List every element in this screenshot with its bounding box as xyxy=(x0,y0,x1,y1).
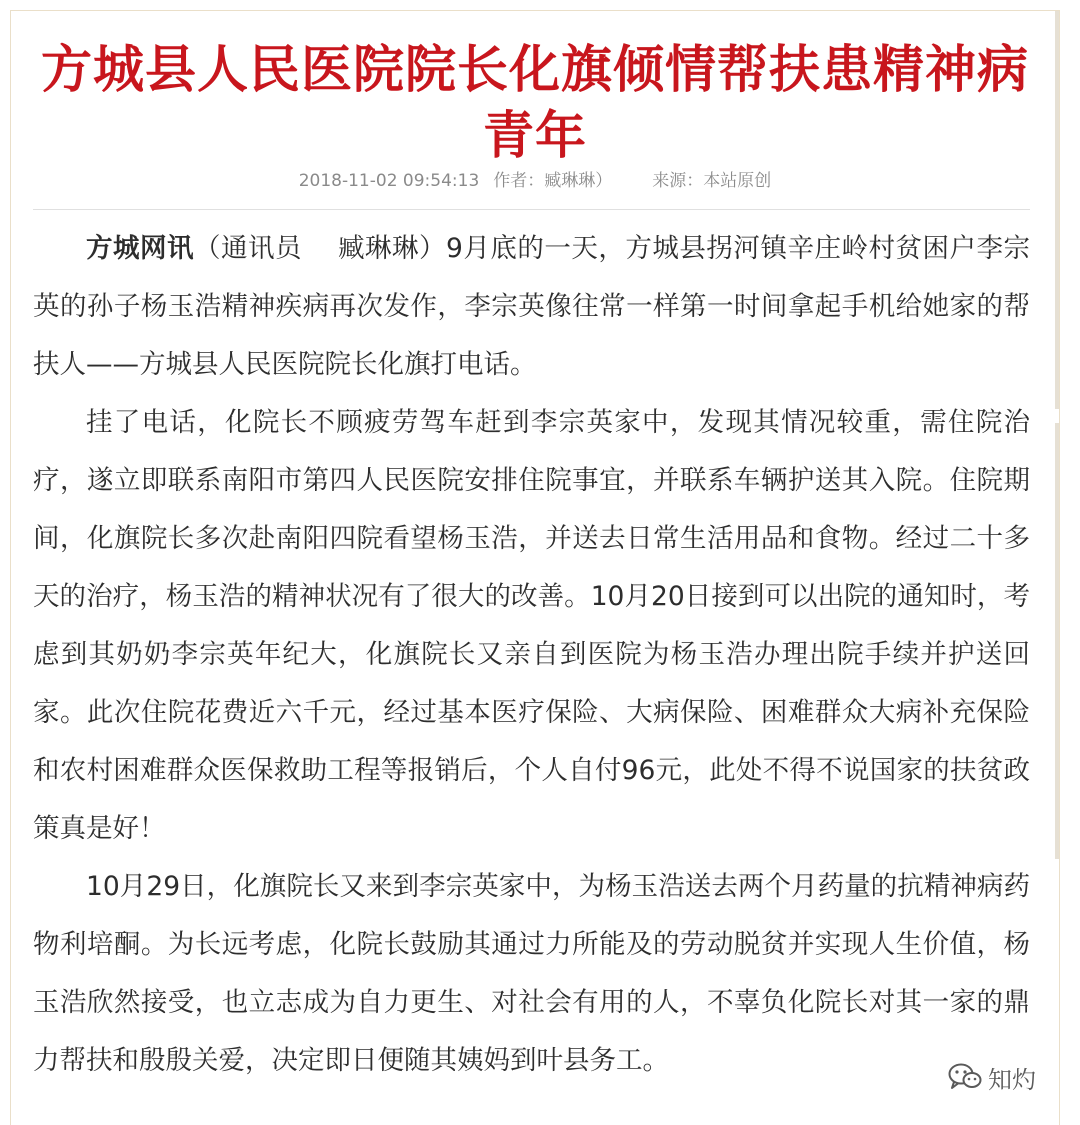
article-lead: 方城网讯 xyxy=(86,233,195,264)
watermark-label: 知灼 xyxy=(988,1065,1036,1094)
article-author: 作者：臧琳琳） xyxy=(493,171,613,191)
article-datetime: 2018-11-02 09:54:13 xyxy=(298,171,480,191)
article-title: 方城县人民医院院长化旗倾情帮扶患精神病青年 xyxy=(40,41,1029,166)
article-paragraph: 挂了电话，化院长不顾疲劳驾车赶到李宗英家中，发现其情况较重，需住院治疗，遂立即联系南阳市第四人民医院安排住院事宜，并联系车辆护送其入院。住院期间，化旗院长多次赴南阳四院看望杨玉浩，并送去日常生活用品和食物。经过二十多天的治疗，杨玉浩的精神状况有了很大的改善。10月20日接到可以出院的通知时，考虑到其奶奶李宗英年纪大，化旗院长又亲自到医院为杨玉浩办理出院手续并护送回家。此次住院花费近六千元，经过基本医疗保险、大病保险、困难群众大病补充保险和农村困难群众医保救助工程等报销后，个人自付96元，此处不得不说国家的扶贫政策真是好！ xyxy=(33,407,1030,844)
watermark xyxy=(948,1057,1058,1097)
article-body xyxy=(33,220,1030,1090)
scroll-edge-mark xyxy=(1055,423,1059,859)
divider xyxy=(33,209,1030,210)
article-meta xyxy=(40,170,1030,192)
article-source: 来源：本站原创 xyxy=(652,171,772,191)
article-paragraph: 10月29日，化旗院长又来到李宗英家中，为杨玉浩送去两个月药量的抗精神病药物利培酮。为长远考虑，化院长鼓励其通过力所能及的劳动脱贫并实现人生价值，杨玉浩欣然接受，也立志成为自力更生、对社会有用的人，不辜负化院长对其一家的鼎力帮扶和殷殷关爱，决定即日便随其姨妈到叶县务工。 xyxy=(33,871,1030,1076)
scroll-edge-mark xyxy=(1055,11,1059,409)
wechat-icon xyxy=(948,1062,982,1092)
paragraph-text: （通讯员 臧琳琳）9月底的一天，方城县拐河镇辛庄岭村贫困户李宗英的孙子杨玉浩精神疾病再次发作，李宗英像往常一样第一时间拿起手机给她家的帮扶人——方城县人民医院院长化旗打电话。 xyxy=(33,233,1030,380)
article-paragraph xyxy=(33,220,1030,394)
